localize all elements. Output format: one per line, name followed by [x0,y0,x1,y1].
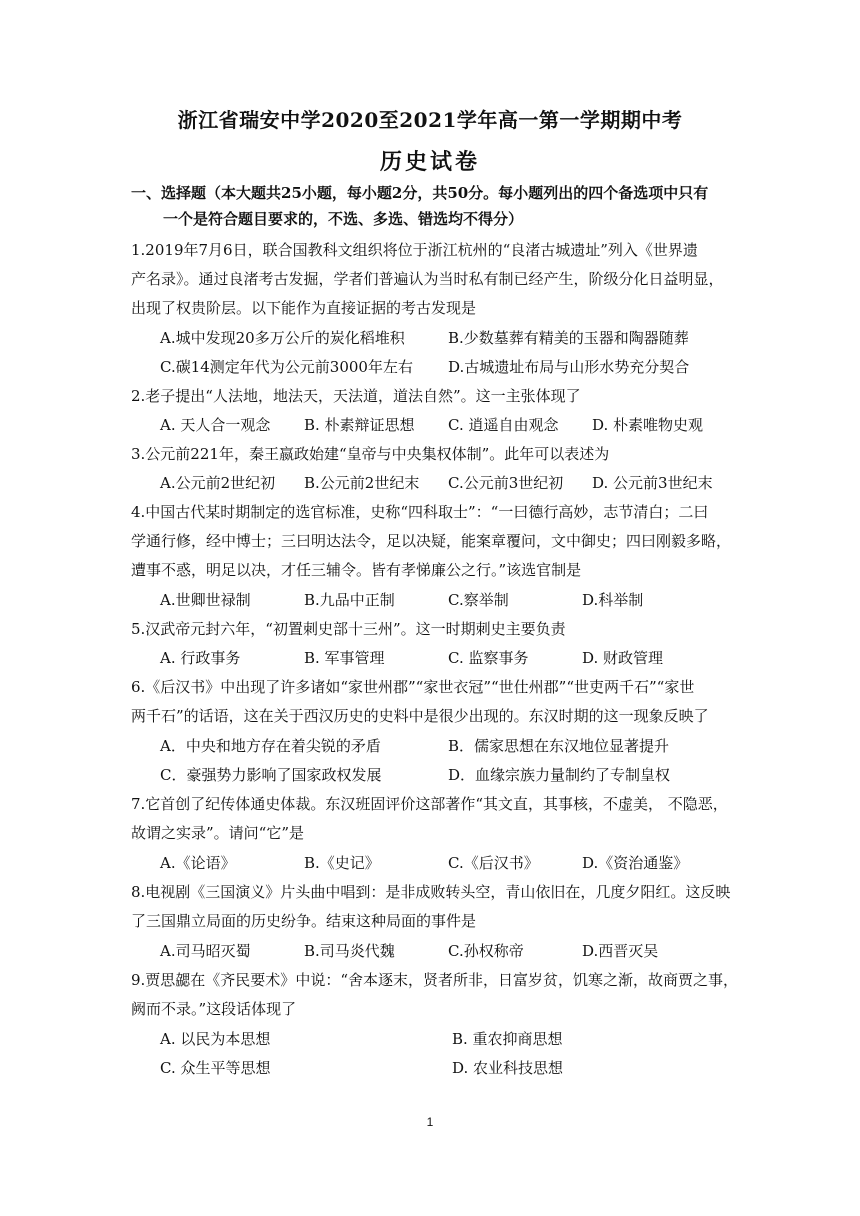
question-4-line-2: 学通行修，经中博士；三曰明达法令，足以决疑，能案章覆问，文中御史；四曰刚毅多略， [131,532,732,550]
question-6-option-d: D．血缘宗族力量制约了专制皇权 [448,766,671,784]
question-7-option-c: C.《后汉书》 [448,854,539,872]
question-5-option-c: C. 监察事务 [448,649,529,667]
question-9-line-2: 阙而不录。”这段话体现了 [131,1000,297,1018]
question-6-option-c: C．豪强势力影响了国家政权发展 [160,766,382,784]
question-9-option-a: A. 以民为本思想 [160,1030,271,1048]
question-7-option-a: A.《论语》 [160,854,236,872]
question-3-option-b: B.公元前2世纪末 [304,474,420,492]
question-7-line-2: 故谓之实录”。请问“它”是 [131,824,305,842]
question-8-option-a: A.司马昭灭蜀 [160,942,251,960]
question-2-option-a: A. 天人合一观念 [160,416,271,434]
question-2-option-b: B. 朴素辩证思想 [304,416,415,434]
section-heading-line2: 一个是符合题目要求的，不选、多选、错选均不得分） [163,210,524,228]
question-1-line-3: 出现了权贵阶层。以下能作为直接证据的考古发现是 [131,299,477,317]
question-8-line-2: 了三国鼎立局面的历史纷争。结束这种局面的事件是 [131,912,477,930]
question-4-option-d: D.科举制 [582,591,644,609]
question-1-option-d: D.古城遗址布局与山形水势充分契合 [448,358,690,376]
question-5-option-b: B. 军事管理 [304,649,385,667]
question-5-option-d: D. 财政管理 [582,649,664,667]
question-6-line-2: 两千石”的话语，这在关于西汉历史的史料中是很少出现的。东汉时期的这一现象反映了 [131,707,709,725]
section-heading-line1: 一、选择题（本大题共25小题，每小题2分，共50分。每小题列出的四个备选项中只有 [131,184,709,202]
question-1-line-2: 产名录》。通过良渚考古发掘，学者们普遍认为当时私有制已经产生，阶级分化日益明显， [131,270,724,288]
question-5-option-a: A. 行政事务 [160,649,241,667]
question-2-line-1: 2.老子提出“人法地，地法天，天法道，道法自然”。这一主张体现了 [131,387,581,405]
question-7-option-b: B.《史记》 [304,854,380,872]
question-9-option-c: C. 众生平等思想 [160,1059,271,1077]
question-9-line-1: 9.贾思勰在《齐民要术》中说：“舍本逐末，贤者所非，日富岁贫，饥寒之渐，故商贾之事， [131,971,738,989]
question-1-line-1: 1.2019年7月6日，联合国教科文组织将位于浙江杭州的“良渚古城遗址”列入《世界遗 [131,241,698,259]
question-6-line-1: 6.《后汉书》中出现了许多诸如“家世州郡”“家世衣冠”“世仕州郡”“世吏两千石”“家世 [131,678,695,696]
question-4-line-3: 遭事不惑，明足以决，才任三辅令。皆有孝悌廉公之行。”该选官制是 [131,561,582,579]
question-2-option-d: D. 朴素唯物史观 [592,416,704,434]
question-7-option-d: D.《资治通鉴》 [582,854,689,872]
question-8-line-1: 8.电视剧《三国演义》片头曲中唱到：是非成败转头空，青山依旧在，几度夕阳红。这反映 [131,883,731,901]
exam-title: 浙江省瑞安中学2020至2021学年高一第一学期期中考 [177,108,683,132]
question-4-option-a: A.世卿世禄制 [160,591,251,609]
question-9-option-d: D. 农业科技思想 [452,1059,564,1077]
question-3-option-a: A.公元前2世纪初 [160,474,276,492]
question-8-option-c: C.孙权称帝 [448,942,524,960]
question-3-option-d: D. 公元前3世纪末 [592,474,713,492]
question-6-option-a: A．中央和地方存在着尖锐的矛盾 [160,737,381,755]
question-7-line-1: 7.它首创了纪传体通史体裁。东汉班固评价这部著作“其文直，其事核，不虚美， 不隐恶， [131,795,728,813]
question-8-option-d: D.西晋灭吴 [582,942,659,960]
exam-subtitle: 历史试卷 [379,149,480,175]
question-4-option-b: B.九品中正制 [304,591,395,609]
question-3-line-1: 3.公元前221年，秦王嬴政始建“皇帝与中央集权体制”。此年可以表述为 [131,445,610,463]
page-number: 1 [426,1115,434,1129]
question-4-line-1: 4.中国古代某时期制定的选官标准，史称“四科取士”：“一曰德行高妙，志节清白；二曰 [131,503,709,521]
question-1-option-b: B.少数墓葬有精美的玉器和陶器随葬 [448,329,689,347]
question-4-option-c: C.察举制 [448,591,509,609]
question-8-option-b: B.司马炎代魏 [304,942,395,960]
question-9-option-b: B. 重农抑商思想 [452,1030,563,1048]
question-2-option-c: C. 逍遥自由观念 [448,416,559,434]
question-3-option-c: C.公元前3世纪初 [448,474,564,492]
question-5-line-1: 5.汉武帝元封六年，“初置刺史部十三州”。这一时期刺史主要负责 [131,620,566,638]
question-1-option-c: C.碳14测定年代为公元前3000年左右 [160,358,413,376]
section-heading [131,180,731,232]
question-6-option-b: B．儒家思想在东汉地位显著提升 [448,737,670,755]
question-1-option-a: A.城中发现20多万公斤的炭化稻堆积 [160,329,405,347]
